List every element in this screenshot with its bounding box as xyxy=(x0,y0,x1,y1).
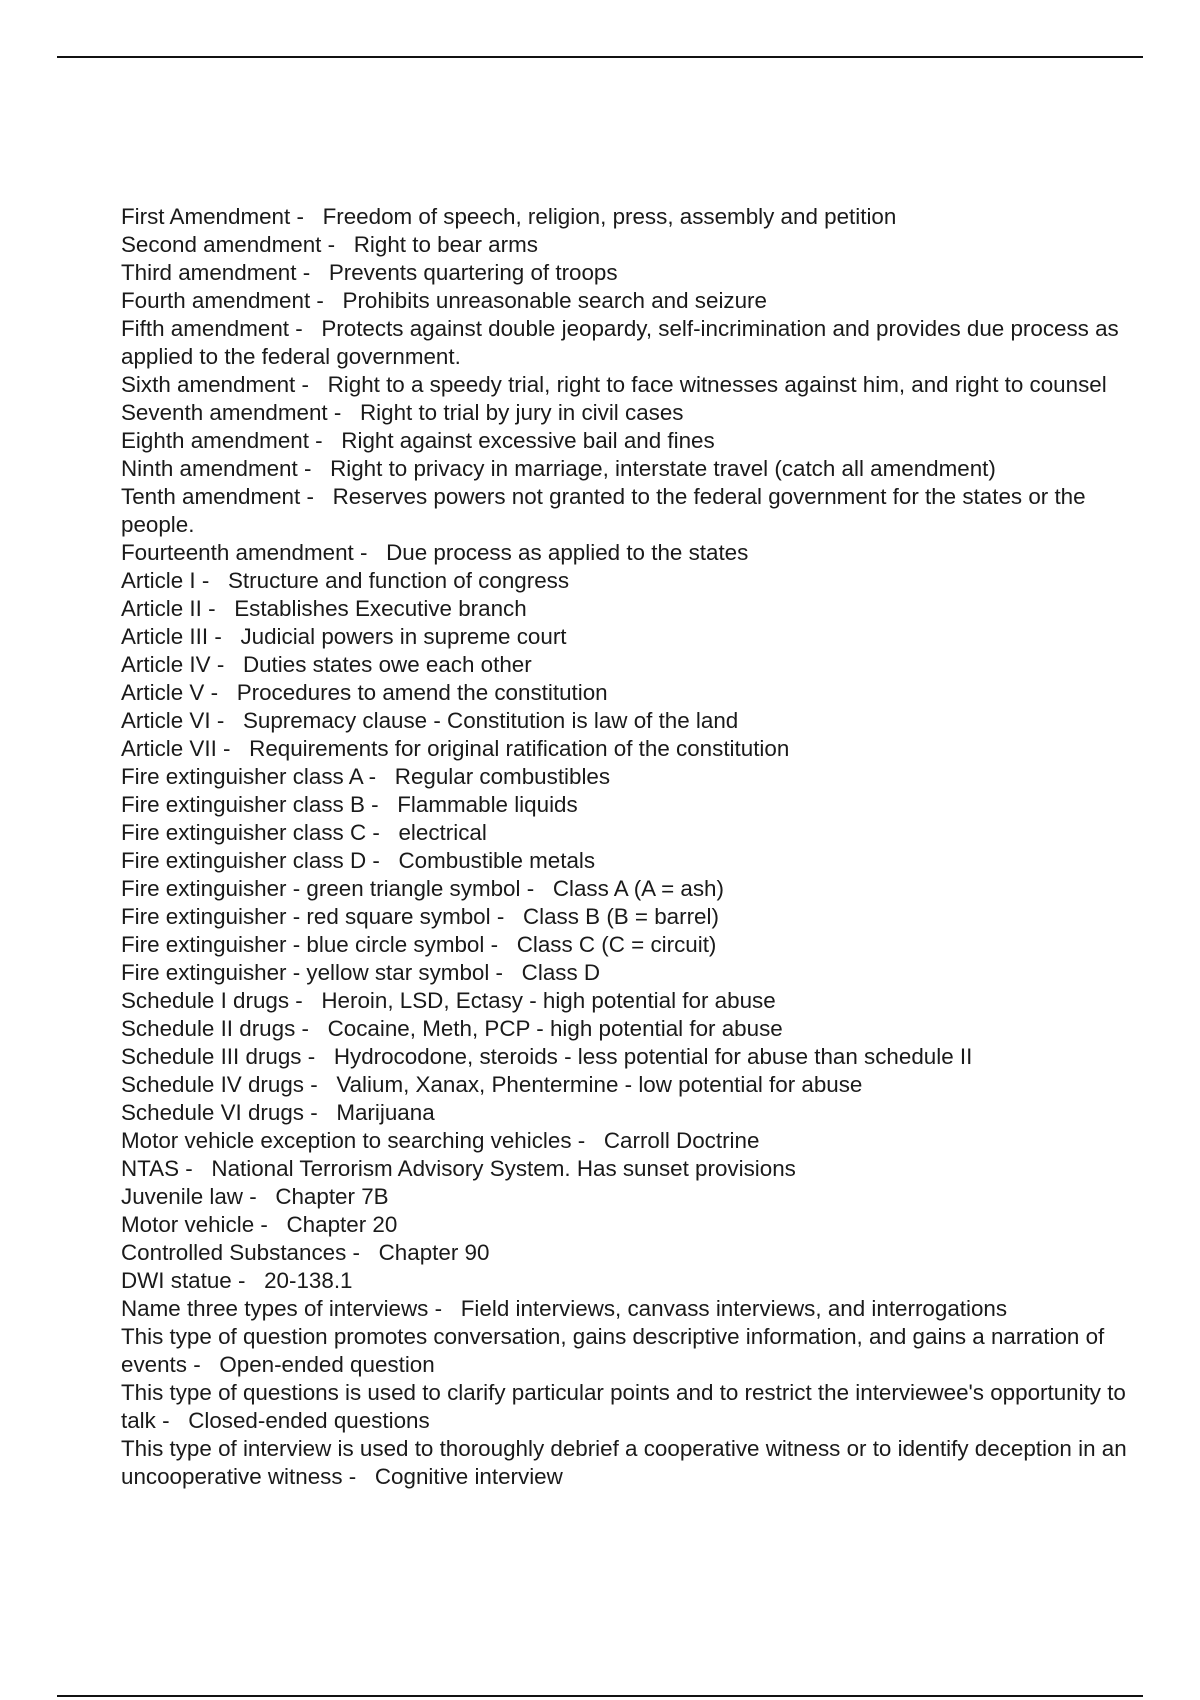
entry-definition: 20-138.1 xyxy=(264,1268,353,1293)
entry-definition: Class B (B = barrel) xyxy=(522,904,719,929)
entry-term: Fire extinguisher class C xyxy=(121,820,367,845)
entry-definition: Right to bear arms xyxy=(353,232,538,257)
entry-definition: Prevents quartering of troops xyxy=(328,260,618,285)
entry-term: DWI statue xyxy=(121,1268,232,1293)
entry-definition: Right against excessive bail and fines xyxy=(341,428,715,453)
list-item: Tenth amendment - Reserves powers not granted to the federal government for the states or the people. xyxy=(121,484,1086,537)
list-item: Schedule I drugs - Heroin, LSD, Ectasy - high potential for abuse xyxy=(121,988,776,1013)
list-item: This type of question promotes conversation, gains descriptive information, and gains a narration of events - Open-ended question xyxy=(121,1324,1105,1377)
entry-term: Article II xyxy=(121,596,202,621)
bottom-rule xyxy=(57,1695,1143,1697)
entry-definition: Prohibits unreasonable search and seizure xyxy=(342,288,767,313)
list-item: First Amendment - Freedom of speech, religion, press, assembly and petition xyxy=(121,204,897,229)
entry-term: Fire extinguisher class A xyxy=(121,764,363,789)
list-item: NTAS - National Terrorism Advisory System. Has sunset provisions xyxy=(121,1156,796,1181)
entry-term: Motor vehicle exception to searching vehicles xyxy=(121,1128,572,1153)
entry-definition: Due process as applied to the states xyxy=(386,540,749,565)
entry-term: Article III xyxy=(121,624,209,649)
list-item: Ninth amendment - Right to privacy in marriage, interstate travel (catch all amendment) xyxy=(121,456,996,481)
entry-definition: Right to trial by jury in civil cases xyxy=(359,400,684,425)
flashcard-list xyxy=(121,203,1131,1491)
list-item: DWI statue - 20-138.1 xyxy=(121,1268,353,1293)
entry-term: Eighth amendment xyxy=(121,428,309,453)
list-item: Schedule IV drugs - Valium, Xanax, Phentermine - low potential for abuse xyxy=(121,1072,863,1097)
entry-term: Fire extinguisher - blue circle symbol xyxy=(121,932,485,957)
entry-definition: Supremacy clause - Constitution is law of the land xyxy=(242,708,739,733)
entry-definition: Valium, Xanax, Phentermine - low potential for abuse xyxy=(336,1072,863,1097)
entry-term: Juvenile law xyxy=(121,1184,243,1209)
list-item: Article VI - Supremacy clause - Constitution is law of the land xyxy=(121,708,739,733)
entry-term: Name three types of interviews xyxy=(121,1296,429,1321)
entry-definition: Class A (A = ash) xyxy=(552,876,724,901)
list-item: Fire extinguisher - yellow star symbol - Class D xyxy=(121,960,601,985)
entry-definition: Freedom of speech, religion, press, assembly and petition xyxy=(322,204,897,229)
list-item: Schedule VI drugs - Marijuana xyxy=(121,1100,435,1125)
list-item: Name three types of interviews - Field interviews, canvass interviews, and interrogations xyxy=(121,1296,1008,1321)
entry-term: Motor vehicle xyxy=(121,1212,255,1237)
entry-term: Second amendment xyxy=(121,232,322,257)
entry-term: NTAS xyxy=(121,1156,180,1181)
entry-definition: electrical xyxy=(398,820,487,845)
entry-definition: Establishes Executive branch xyxy=(234,596,527,621)
list-item: Article V - Procedures to amend the constitution xyxy=(121,680,608,705)
list-item: Eighth amendment - Right against excessive bail and fines xyxy=(121,428,715,453)
list-item: Fire extinguisher class A - Regular combustibles xyxy=(121,764,611,789)
entry-term: Fire extinguisher - red square symbol xyxy=(121,904,491,929)
list-item: Fire extinguisher - red square symbol - Class B (B = barrel) xyxy=(121,904,719,929)
entry-term: Article I xyxy=(121,568,196,593)
entry-definition: Right to a speedy trial, right to face witnesses against him, and right to counsel xyxy=(327,372,1107,397)
list-item: Fifth amendment - Protects against double jeopardy, self-incrimination and provides due process as applied to the federal government. xyxy=(121,316,1119,369)
entry-term: Schedule VI drugs xyxy=(121,1100,304,1125)
entry-term: Sixth amendment xyxy=(121,372,296,397)
entry-term: First Amendment xyxy=(121,204,291,229)
entry-term: This type of question promotes conversation, gains descriptive information, and gains a narration of events xyxy=(121,1324,1105,1377)
entry-term: This type of interview is used to thoroughly debrief a cooperative witness or to identify deception in an uncooperative witness xyxy=(121,1436,1127,1489)
entry-definition: Chapter 90 xyxy=(378,1240,490,1265)
entry-definition: Protects against double jeopardy, self-incrimination and provides due process as applied to the federal government. xyxy=(121,316,1119,369)
entry-definition: Class D xyxy=(521,960,601,985)
entry-term: This type of questions is used to clarify particular points and to restrict the interviewee's opportunity to talk xyxy=(121,1380,1126,1433)
entry-definition: Combustible metals xyxy=(398,848,596,873)
entry-definition: Cocaine, Meth, PCP - high potential for abuse xyxy=(327,1016,783,1041)
list-item: Seventh amendment - Right to trial by jury in civil cases xyxy=(121,400,684,425)
list-item: Article I - Structure and function of congress xyxy=(121,568,570,593)
entry-term: Article VII xyxy=(121,736,217,761)
entry-definition: National Terrorism Advisory System. Has sunset provisions xyxy=(211,1156,796,1181)
list-item: Schedule II drugs - Cocaine, Meth, PCP - high potential for abuse xyxy=(121,1016,783,1041)
entry-definition: Structure and function of congress xyxy=(228,568,570,593)
entry-term: Fourth amendment xyxy=(121,288,311,313)
entry-term: Ninth amendment xyxy=(121,456,298,481)
list-item: Article VII - Requirements for original ratification of the constitution xyxy=(121,736,790,761)
list-item: This type of interview is used to thoroughly debrief a cooperative witness or to identify deception in an uncooperative witness - Cognitive interview xyxy=(121,1436,1127,1489)
list-item: Fire extinguisher - blue circle symbol - Class C (C = circuit) xyxy=(121,932,717,957)
entry-definition: Field interviews, canvass interviews, and interrogations xyxy=(460,1296,1008,1321)
entry-definition: Procedures to amend the constitution xyxy=(236,680,608,705)
entry-definition: Carroll Doctrine xyxy=(603,1128,760,1153)
list-item: Article III - Judicial powers in supreme court xyxy=(121,624,567,649)
top-rule xyxy=(57,56,1143,58)
entry-definition: Requirements for original ratification of the constitution xyxy=(249,736,790,761)
entry-term: Article IV xyxy=(121,652,211,677)
entry-term: Fire extinguisher - yellow star symbol xyxy=(121,960,490,985)
list-item: Fire extinguisher class C - electrical xyxy=(121,820,487,845)
list-item: Article IV - Duties states owe each other xyxy=(121,652,532,677)
entry-definition: Chapter 7B xyxy=(275,1184,389,1209)
entry-definition: Class C (C = circuit) xyxy=(516,932,717,957)
list-item: Second amendment - Right to bear arms xyxy=(121,232,538,257)
entry-definition: Regular combustibles xyxy=(394,764,611,789)
entry-definition: Chapter 20 xyxy=(286,1212,398,1237)
entry-term: Schedule I drugs xyxy=(121,988,290,1013)
entry-definition: Heroin, LSD, Ectasy - high potential for abuse xyxy=(321,988,776,1013)
entry-term: Fire extinguisher class D xyxy=(121,848,367,873)
entry-definition: Duties states owe each other xyxy=(242,652,532,677)
entry-term: Seventh amendment xyxy=(121,400,328,425)
entry-definition: Marijuana xyxy=(336,1100,435,1125)
entry-definition: Right to privacy in marriage, interstate travel (catch all amendment) xyxy=(330,456,996,481)
list-item: Fire extinguisher class D - Combustible metals xyxy=(121,848,596,873)
entry-term: Third amendment xyxy=(121,260,297,285)
entry-term: Tenth amendment xyxy=(121,484,301,509)
list-item: Schedule III drugs - Hydrocodone, steroids - less potential for abuse than schedule II xyxy=(121,1044,973,1069)
list-item: Fourteenth amendment - Due process as applied to the states xyxy=(121,540,749,565)
list-item: Fourth amendment - Prohibits unreasonable search and seizure xyxy=(121,288,767,313)
entry-term: Fire extinguisher class B xyxy=(121,792,365,817)
entry-definition: Open-ended question xyxy=(219,1352,435,1377)
list-item: Motor vehicle exception to searching vehicles - Carroll Doctrine xyxy=(121,1128,760,1153)
entry-definition: Flammable liquids xyxy=(397,792,578,817)
entry-definition: Cognitive interview xyxy=(374,1464,563,1489)
entry-term: Fire extinguisher - green triangle symbol xyxy=(121,876,521,901)
list-item: Controlled Substances - Chapter 90 xyxy=(121,1240,490,1265)
entry-term: Schedule IV drugs xyxy=(121,1072,304,1097)
entry-term: Fourteenth amendment xyxy=(121,540,354,565)
list-item: Juvenile law - Chapter 7B xyxy=(121,1184,389,1209)
list-item: Article II - Establishes Executive branch xyxy=(121,596,527,621)
list-item: This type of questions is used to clarify particular points and to restrict the interviewee's opportunity to talk - Closed-ended questions xyxy=(121,1380,1126,1433)
entry-definition: Closed-ended questions xyxy=(188,1408,430,1433)
entry-term: Schedule II drugs xyxy=(121,1016,296,1041)
entry-term: Article V xyxy=(121,680,205,705)
list-item: Fire extinguisher class B - Flammable liquids xyxy=(121,792,578,817)
list-item: Third amendment - Prevents quartering of troops xyxy=(121,260,618,285)
entry-definition: Reserves powers not granted to the federal government for the states or the people. xyxy=(121,484,1086,537)
entry-definition: Hydrocodone, steroids - less potential for abuse than schedule II xyxy=(333,1044,973,1069)
entry-term: Fifth amendment xyxy=(121,316,290,341)
list-item: Fire extinguisher - green triangle symbol - Class A (A = ash) xyxy=(121,876,724,901)
entry-term: Controlled Substances xyxy=(121,1240,347,1265)
list-item: Motor vehicle - Chapter 20 xyxy=(121,1212,398,1237)
list-item: Sixth amendment - Right to a speedy trial, right to face witnesses against him, and right to counsel xyxy=(121,372,1107,397)
entry-definition: Judicial powers in supreme court xyxy=(240,624,567,649)
entry-term: Article VI xyxy=(121,708,211,733)
entry-term: Schedule III drugs xyxy=(121,1044,302,1069)
